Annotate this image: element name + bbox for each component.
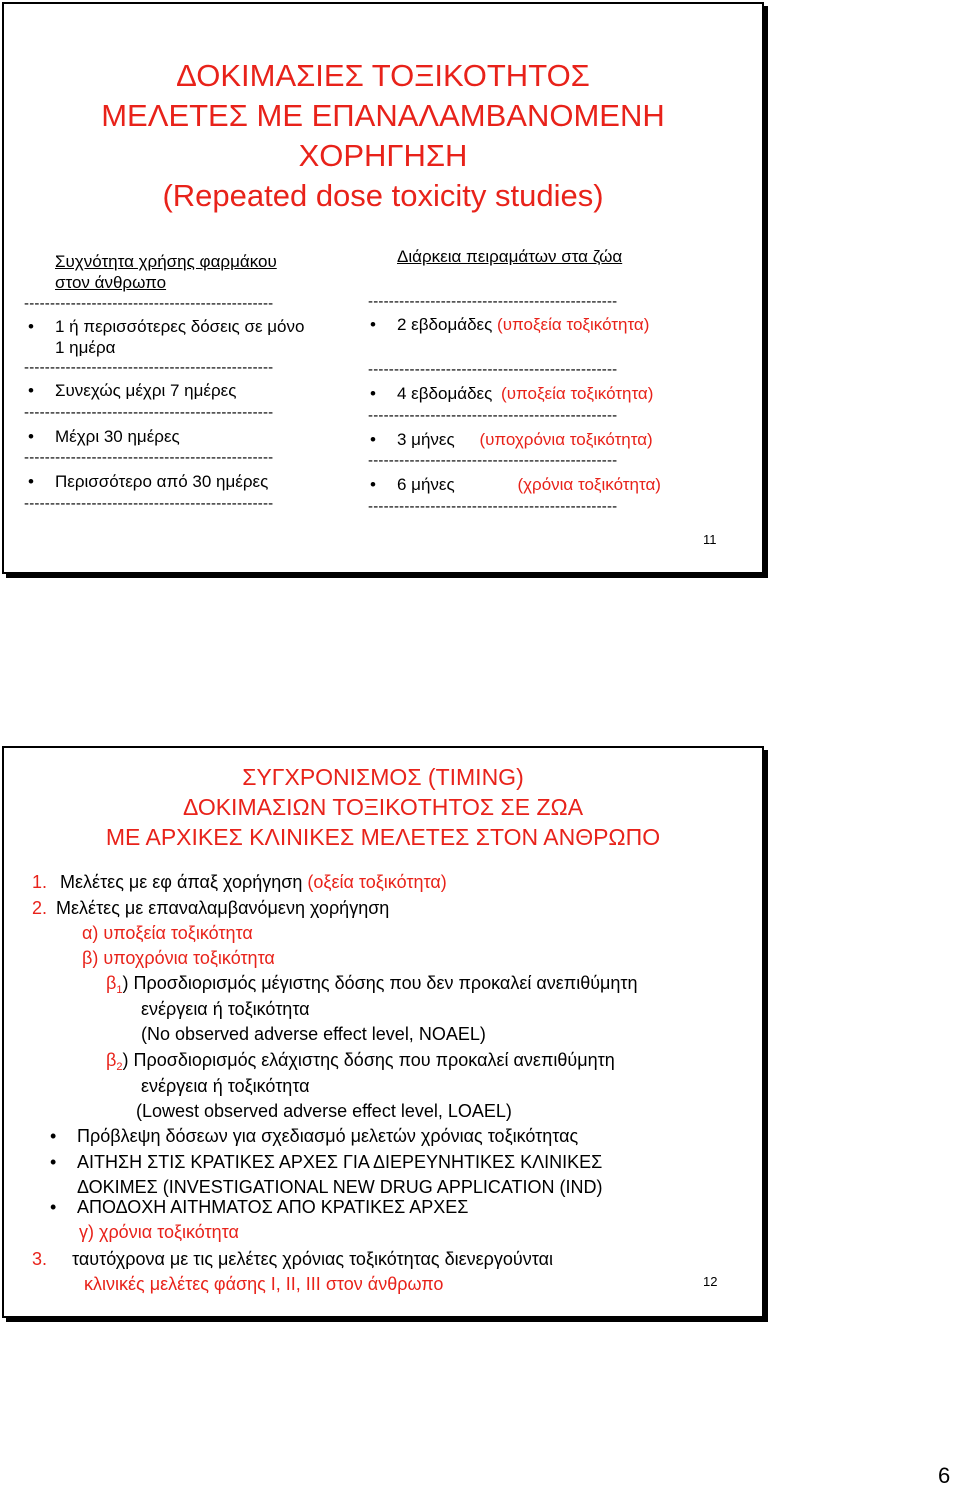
item-line: • 1 ή περισσότερες δόσεις σε μόνο (55, 317, 305, 336)
bullet-line: • ΑΙΤΗΣΗ ΣΤΙΣ ΚΡΑΤΙΚΕΣ ΑΡΧΕΣ ΓΙΑ ΔΙΕΡΕΥΝΗΤΙΚΕΣ ΚΛΙΝΙΚΕΣ (77, 1152, 603, 1172)
right-item (397, 474, 661, 495)
list-item-1 (32, 870, 447, 895)
item-number: 1. (32, 872, 48, 892)
item-text: Μελέτες με επαναλαμβανόμενη χορήγηση (56, 898, 390, 918)
document-page-number: 6 (938, 1463, 951, 1488)
item-text: Μελέτες με εφ άπαξ χορήγηση (60, 872, 303, 892)
title-line: ΣΥΓΧΡΟΝΙΣΜΟΣ (TIMING) (242, 764, 524, 790)
slide-title (4, 762, 762, 852)
duration: 4 εβδομάδες (397, 384, 493, 403)
duration: 6 μήνες (397, 475, 455, 494)
item-line: 1 ημέρα (55, 338, 116, 357)
header-line: Συχνότητα χρήσης φαρμάκου (55, 252, 277, 271)
slide-page-number: 11 (703, 532, 717, 547)
right-item (397, 429, 653, 450)
item-highlight: (οξεία τοξικότητα) (307, 872, 447, 892)
left-item: • Συνεχώς μέχρι 7 ημέρες (55, 380, 236, 401)
item-text: ) Προσδιορισμός ελάχιστης δόσης που προκαλεί ανεπιθύμητη (122, 1050, 615, 1070)
title-line: ΔΟΚΙΜΑΣΙΩΝ ΤΟΞΙΚΟΤΗΤΟΣ ΣΕ ΖΩΑ (182, 794, 584, 820)
list-item-3-cont: κλινικές μελέτες φάσης Ι, ΙΙ, ΙΙΙ στον άνθρωπο (84, 1274, 444, 1294)
left-item (55, 316, 304, 358)
toxicity-type: (χρόνια τοξικότητα) (517, 475, 661, 494)
right-item (397, 383, 653, 404)
toxicity-type: (υποξεία τοξικότητα) (501, 384, 654, 403)
item-number: 3. (32, 1249, 48, 1269)
slide-page-number: 12 (703, 1274, 718, 1289)
item-number: 2. (32, 898, 48, 918)
toxicity-type: (υποξεία τοξικότητα) (497, 315, 650, 334)
separator: ------------------------------------------------ (368, 499, 618, 514)
subitem-a: α) υποξεία τοξικότητα (82, 923, 253, 943)
list-item-3 (32, 1247, 553, 1272)
header-line: στον άνθρωπο (55, 273, 167, 292)
subitem-b1-en: (No observed adverse effect level, NOAEL) (141, 1024, 486, 1044)
item-text: ταυτόχρονα με τις μελέτες χρόνιας τοξικότητας διενεργούνται (72, 1249, 554, 1269)
separator: ------------------------------------------------ (368, 408, 618, 423)
title-line: ΜΕΛΕΤΕΣ ΜΕ ΕΠΑΝΑΛΑΜΒΑΝΟΜΕΝΗ (101, 98, 665, 133)
subitem-b: β) υποχρόνια τοξικότητα (82, 948, 275, 968)
toxicity-type: (υποχρόνια τοξικότητα) (479, 430, 653, 449)
right-column-header: Διάρκεια πειραμάτων στα ζώα (397, 247, 623, 266)
subscript: 1 (116, 984, 123, 996)
slide-11 (2, 2, 764, 574)
title-line: ΧΟΡΗΓΗΣΗ (298, 138, 468, 173)
separator: ------------------------------------------------ (368, 294, 618, 309)
bullet-item: • Πρόβλεψη δόσεων για σχεδιασμό μελετών χρόνιας τοξικότητας (77, 1124, 578, 1149)
slide-12 (2, 746, 764, 1318)
slide-title (4, 56, 762, 216)
item-text: ) Προσδιορισμός μέγιστης δόσης που δεν προκαλεί ανεπιθύμητη (122, 973, 638, 993)
subitem-b1-cont: ενέργεια ή τοξικότητα (141, 999, 310, 1019)
subitem-c: γ) χρόνια τοξικότητα (79, 1222, 239, 1242)
title-line: ΔΟΚΙΜΑΣΙΕΣ ΤΟΞΙΚΟΤΗΤΟΣ (176, 58, 590, 93)
label: β (106, 973, 117, 993)
separator: ------------------------------------------------ (24, 496, 274, 511)
duration: 2 εβδομάδες (397, 315, 493, 334)
list-item-2 (32, 896, 389, 921)
separator: ------------------------------------------------ (368, 453, 618, 468)
left-column-header (55, 251, 277, 293)
bullet-line: ΔΟΚΙΜΕΣ (INVESTIGATIONAL NEW DRUG APPLICATION (IND) (77, 1177, 603, 1197)
bullet-item (77, 1150, 603, 1200)
separator: ------------------------------------------------ (24, 450, 274, 465)
left-item: • Περισσότερο από 30 ημέρες (55, 471, 268, 492)
subscript: 2 (116, 1061, 123, 1073)
subitem-b2-cont: ενέργεια ή τοξικότητα (141, 1076, 310, 1096)
label: β (106, 1050, 117, 1070)
subitem-b2-en: (Lowest observed adverse effect level, LOAEL) (136, 1101, 512, 1121)
duration: 3 μήνες (397, 430, 455, 449)
bullet-item: • ΑΠΟΔΟΧΗ ΑΙΤΗΜΑΤΟΣ ΑΠΟ ΚΡΑΤΙΚΕΣ ΑΡΧΕΣ (77, 1195, 468, 1220)
separator: ------------------------------------------------ (368, 362, 618, 377)
separator: ------------------------------------------------ (24, 360, 274, 375)
title-line: (Repeated dose toxicity studies) (162, 178, 604, 213)
right-item (397, 314, 649, 335)
separator: ------------------------------------------------ (24, 296, 274, 311)
left-item: • Μέχρι 30 ημέρες (55, 426, 180, 447)
separator: ------------------------------------------------ (24, 405, 274, 420)
title-line: ΜΕ ΑΡΧΙΚΕΣ ΚΛΙΝΙΚΕΣ ΜΕΛΕΤΕΣ ΣΤΟΝ ΑΝΘΡΩΠΟ (105, 824, 661, 850)
